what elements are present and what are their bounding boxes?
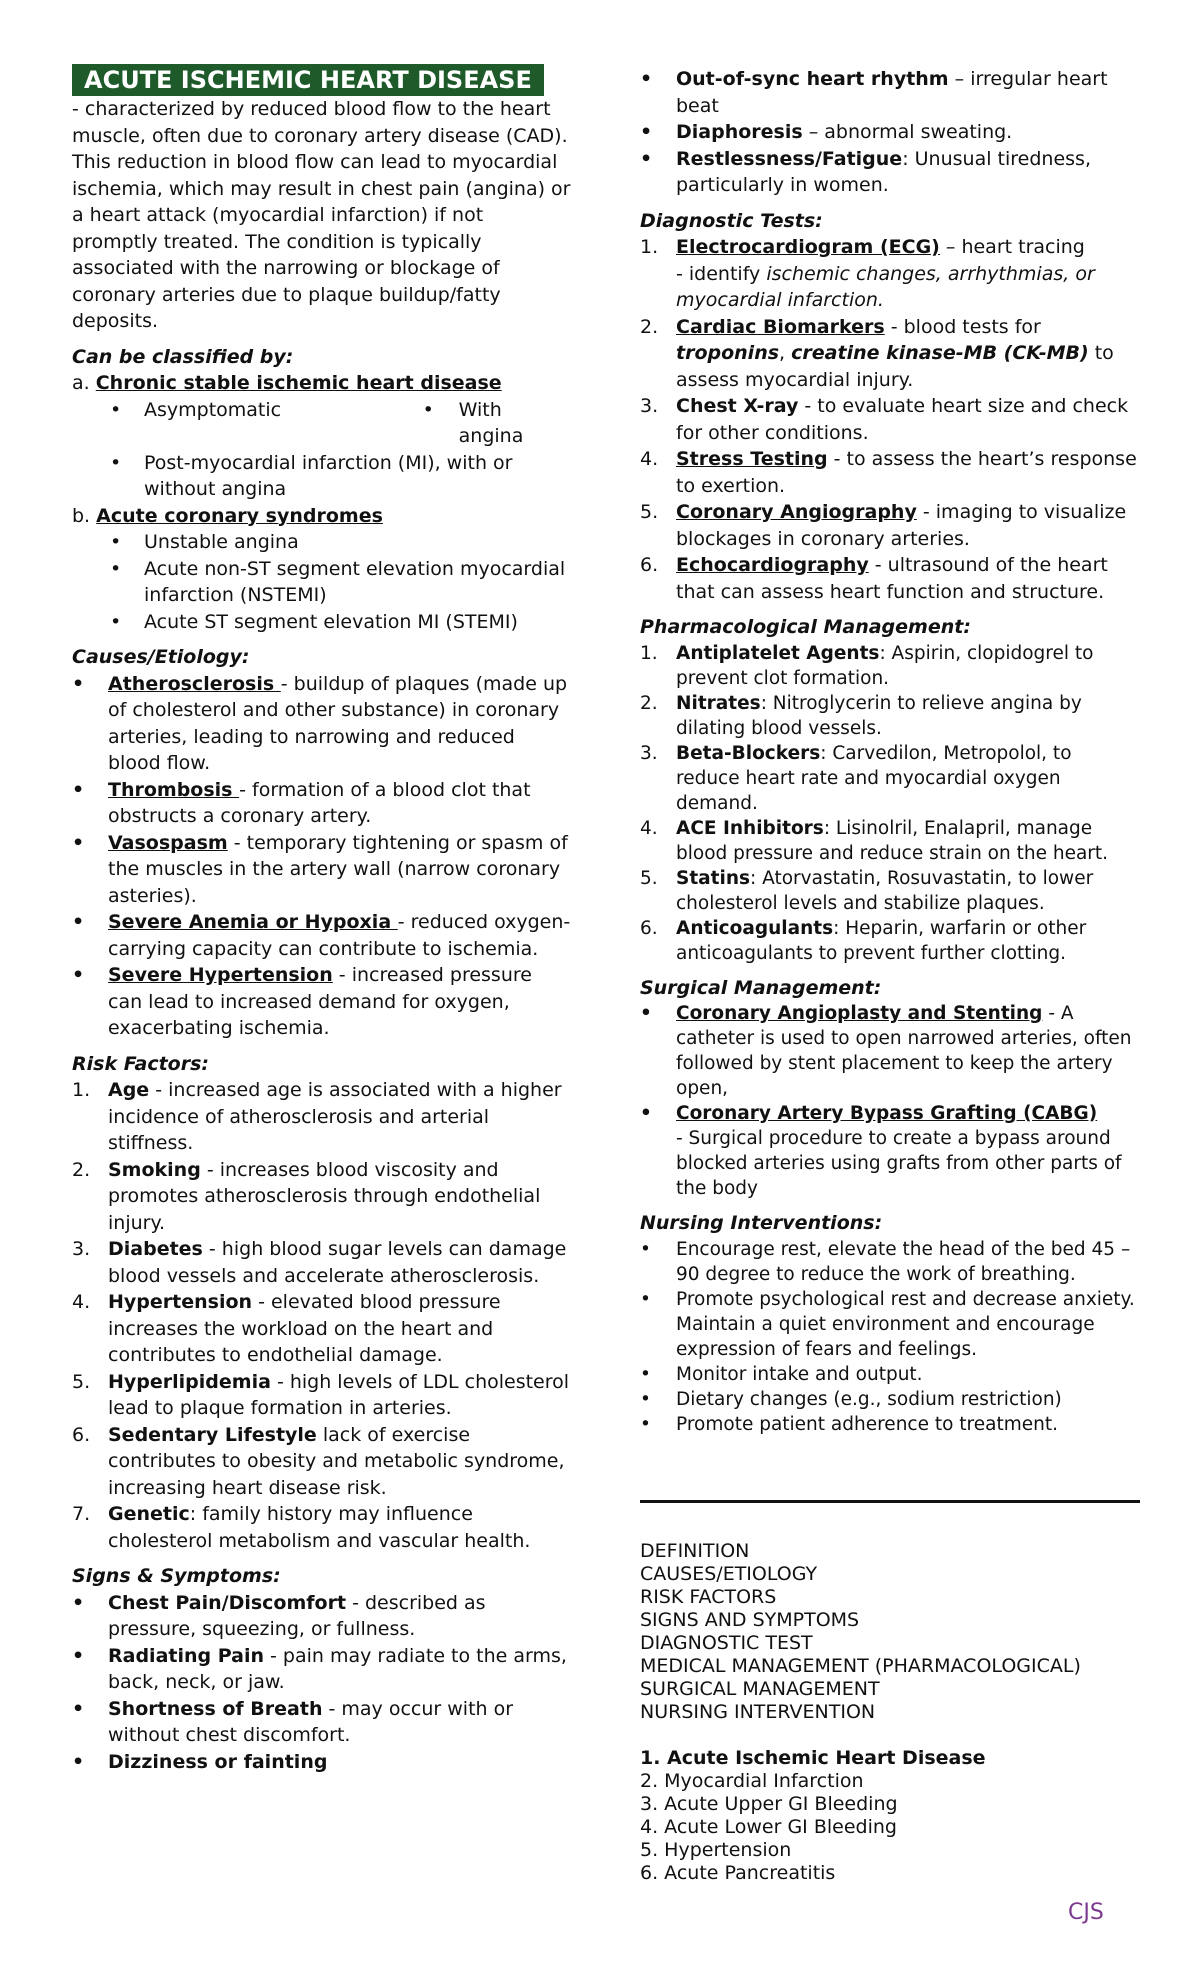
outline-item: CAUSES/ETIOLOGY [640,1563,818,1585]
list-item: • Restlessness/Fatigue: Unusual tiredness, particularly in women. [640,147,1091,196]
outline-item: NURSING INTERVENTION [640,1701,876,1723]
list-item: 1. Antiplatelet Agents: Aspirin, clopidogrel to prevent clot formation. [640,642,1094,689]
outline-item: DEFINITION [640,1540,750,1562]
list-item: • Severe Anemia or Hypoxia - reduced oxygen-carrying capacity can contribute to ischemia. [72,911,571,960]
outline-item: SIGNS AND SYMPTOMS [640,1609,860,1631]
signs-heading: Signs & Symptoms: [72,1565,281,1587]
topic-item-current: 1. Acute Ischemic Heart Disease [640,1747,986,1769]
list-item: • Unstable angina [110,531,299,553]
classification-a: a. Chronic stable ischemic heart disease [72,372,502,394]
list-item: • Promote patient adherence to treatment. [640,1413,1058,1435]
list-item: • Acute non-ST segment elevation myocardial infarction (NSTEMI) [110,557,566,606]
list-item: • Thrombosis - formation of a blood clot that obstructs a coronary artery. [72,778,531,827]
list-item: • Shortness of Breath - may occur with or without chest discomfort. [72,1697,514,1746]
list-item: • Acute ST segment elevation MI (STEMI) [110,610,518,633]
classified-heading: Can be classified by: [72,345,294,368]
list-item: 2. Nitrates: Nitroglycerin to relieve angina by dilating blood vessels. [640,692,1082,739]
acute-coronary-title: Acute coronary syndromes [96,504,383,527]
pharm-heading: Pharmacological Management: [640,616,971,638]
list-item: 1. Age - increased age is associated with a higher incidence of atherosclerosis and arterial stiffness. [72,1079,562,1154]
list-item: 5. Hyperlipidemia - high levels of LDL cholesterol lead to plaque formation in arteries. [72,1370,570,1419]
list-item: • Diaphoresis – abnormal sweating. [640,121,1013,143]
causes-heading: Causes/Etiology: [72,646,250,668]
nursing-heading: Nursing Interventions: [640,1212,883,1234]
author-signature: CJS [1068,1900,1104,1925]
list-item: 2. Smoking - increases blood viscosity and promotes atherosclerosis through endothelial injury. [72,1158,541,1234]
topic-item: 5. Hypertension [640,1839,792,1861]
list-item: 3. Chest X-ray - to evaluate heart size and check for other conditions. [640,395,1129,444]
outline-item: DIAGNOSTIC TEST [640,1632,813,1654]
list-item: 2. Cardiac Biomarkers - blood tests for troponins, creatine kinase-MB (CK-MB) to assess myocardial injury. [640,315,1114,391]
list-item: • Severe Hypertension - increased pressure can lead to increased demand for oxygen, exacerbating ischemia. [72,964,532,1039]
classification-b: b. Acute coronary syndromes [72,504,383,527]
list-item: 5. Coronary Angiography - imaging to visualize blockages in coronary arteries. [640,501,1127,550]
surgical-heading: Surgical Management: [640,976,882,999]
list-item: • Coronary Artery Bypass Grafting (CABG) - Surgical procedure to create a bypass around blocked arteries using grafts from other parts of the body [640,1103,1122,1199]
list-item: • Atherosclerosis - buildup of plaques (made up of cholesterol and other substance) in coronary arteries, leading to narrowing and reduced blood flow. [72,672,568,774]
list-item: • Dizziness or fainting [72,1750,328,1773]
list-item: • Monitor intake and output. [640,1363,923,1385]
topic-item: 2. Myocardial Infarction [640,1770,864,1792]
chronic-stable-title: Chronic stable ischemic heart disease [95,372,502,394]
divider [640,1500,1140,1503]
list-item: • Post-myocardial infarction (MI), with or without angina [110,451,513,500]
list-item: 6. Echocardiography - ultrasound of the heart that can assess heart function and structure. [640,554,1108,603]
list-item: 4. Stress Testing - to assess the heart’s response to exertion. [640,448,1137,497]
list-item: 6. Sedentary Lifestyle lack of exercise contributes to obesity and metabolic syndrome, increasing heart disease risk. [72,1423,565,1499]
topic-item: 3. Acute Upper GI Bleeding [640,1793,898,1815]
outline-item: MEDICAL MANAGEMENT (PHARMACOLOGICAL) [640,1655,1081,1677]
list-item: • Chest Pain/Discomfort - described as pressure, squeezing, or fullness. [72,1591,486,1640]
list-item: 4. ACE Inhibitors: Lisinolril, Enalapril, manage blood pressure and reduce strain on the heart. [640,817,1109,864]
list-item: • Promote psychological rest and decrease anxiety. Maintain a quiet environment and encourage expression of fears and feelings. [640,1288,1135,1360]
list-item: 5. Statins: Atorvastatin, Rosuvastatin, to lower cholesterol levels and stabilize plaques. [640,867,1094,914]
list-item: • Vasospasm - temporary tightening or spasm of the muscles in the artery wall (narrow coronary asteries). [72,831,568,907]
outline-item: SURGICAL MANAGEMENT [640,1678,880,1700]
list-item: • Dietary changes (e.g., sodium restriction) [640,1388,1062,1410]
page-title: ACUTE ISCHEMIC HEART DISEASE [72,64,544,96]
list-item: 3. Beta-Blockers: Carvedilon, Metropolol, to reduce heart rate and myocardial oxygen demand. [640,742,1072,814]
list-item: 1. Electrocardiogram (ECG) – heart tracing - identify ischemic changes, arrhythmias, or myocardial infarction. [640,236,1095,311]
list-item: 6. Anticoagulants: Heparin, warfarin or other anticoagulants to prevent further clotting. [640,917,1087,964]
left-column [72,64,572,1775]
list-item: 4. Hypertension - elevated blood pressure increases the workload on the heart and contributes to endothelial damage. [72,1291,501,1366]
list-item: 3. Diabetes - high blood sugar levels can damage blood vessels and accelerate atherosclerosis. [72,1238,567,1287]
risk-heading: Risk Factors: [72,1052,209,1075]
topic-item: 4. Acute Lower GI Bleeding [640,1816,897,1838]
list-item: 7. Genetic: family history may influence cholesterol metabolism and vascular health. [72,1503,531,1552]
surgical-list [640,1001,1140,1201]
list-item: • Radiating Pain - pain may radiate to the arms, back, neck, or jaw. [72,1644,567,1693]
list-item: • Asymptomatic • With angina [110,398,524,447]
right-column [640,66,1140,1437]
topic-item: 6. Acute Pancreatitis [640,1862,836,1884]
pharm-list [640,641,1140,966]
list-item: • Coronary Angioplasty and Stenting - A catheter is used to open narrowed arteries, often followed by stent placement to keep the artery open, [640,1003,1132,1099]
definition-text: - characterized by reduced blood flow to the heart muscle, often due to coronary artery disease (CAD). This reduction in blood flow can lead to myocardial ischemia, which may result in chest pain (angina) or a heart attack (myocardial infarction) if not promptly treated. The condition is typically associated with the narrowing or blockage of coronary arteries due to plaque buildup/fatty deposits. [72,98,571,332]
outline-list [640,1540,1081,1885]
nursing-list [640,1237,1140,1437]
outline-item: RISK FACTORS [640,1586,777,1608]
list-item: • Out-of-sync heart rhythm – irregular heart beat [640,68,1108,117]
diagnostic-heading: Diagnostic Tests: [640,209,823,232]
list-item: • Encourage rest, elevate the head of the bed 45 – 90 degree to reduce the work of breathing. [640,1238,1131,1285]
